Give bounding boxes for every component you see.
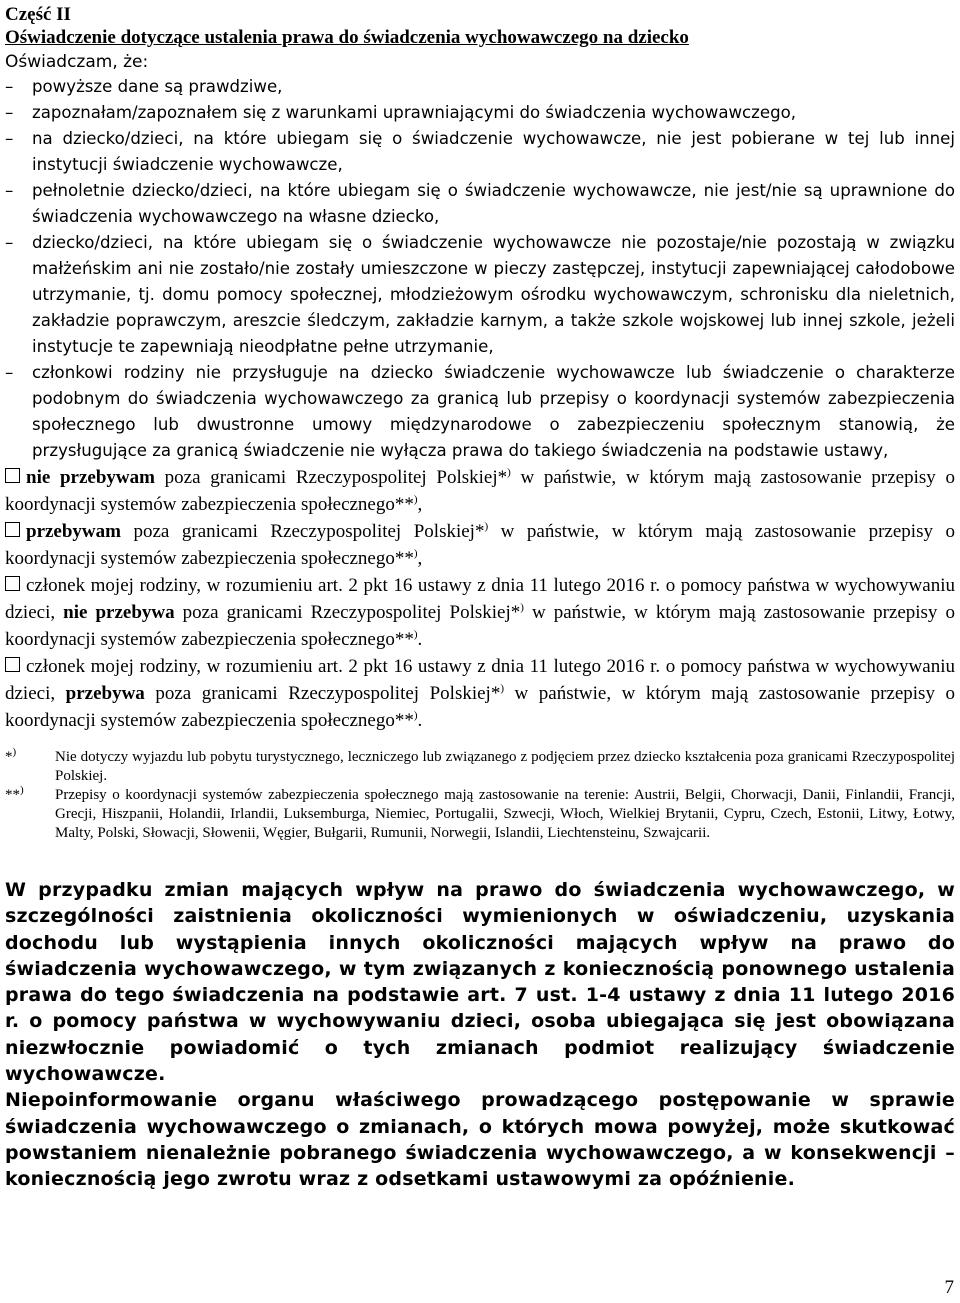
list-item-text: członkowi rodziny nie przysługuje na dziecko świadczenie wychowawcze lub świadczenie o charakterze podobnym do świadczenia wychowawczego za granicą lub przepisy o koordynacji systemów zabezpieczenia społecznego lub dwustronne umowy międzynarodowe o zabezpieczeniu społecznym stanowią, że przysługujące za granicą świadczenie nie wyłącza prawa do takiego świadczenia na podstawie ustawy,	[32, 363, 955, 460]
option-text: poza granicami Rzeczypospolitej Polskiej*	[174, 602, 521, 623]
option-text: .	[417, 629, 423, 650]
dash-bullet: –	[5, 363, 14, 382]
list-item-text: dziecko/dzieci, na które ubiegam się o świadczenie wychowawcze nie pozostaje/nie pozostają w związku małżeńskim ani nie zostało/nie zostały umieszczone w pieczy zastępczej, instytucji zapewniającej całodobowe utrzymanie, tj. domu pomocy społecznej, młodzieżowym ośrodku wychowawczym, schronisku dla nieletnich, zakładzie poprawczym, areszcie śledczym, zakładzie karnym, a także szkole wojskowej lub innej szkole, jeżeli instytucje te zapewniają nieodpłatne pełne utrzymanie,	[32, 233, 955, 356]
list-item	[5, 74, 955, 100]
list-item-text: na dziecko/dzieci, na które ubiegam się o świadczenie wychowawcze, nie jest pobierane w tej lub innej instytucji świadczenie wychowawcze,	[32, 129, 955, 174]
footnotes	[5, 748, 955, 843]
option-staying-abroad	[5, 518, 955, 572]
dash-bullet: –	[5, 77, 14, 96]
option-bold-text: przebywam	[26, 521, 121, 542]
footnote-ref: )	[520, 601, 524, 614]
footnote-ref: )	[413, 493, 418, 506]
option-text: .	[417, 710, 423, 731]
footnote-ref: )	[507, 466, 511, 479]
option-text: poza granicami Rzeczypospolitej Polskiej*	[120, 521, 485, 542]
footnote-ref: )	[413, 628, 418, 641]
section-title: Oświadczenie dotyczące ustalenia prawa do świadczenia wychowawczego na dziecko	[5, 27, 689, 48]
footnote-ref: )	[413, 709, 418, 722]
list-item	[5, 360, 955, 464]
footnote-ref: )	[413, 547, 418, 560]
footnote-mark-text: *	[5, 749, 13, 765]
list-item-text: powyższe dane są prawdziwe,	[32, 77, 283, 96]
footnote-mark	[5, 748, 55, 786]
list-item-text: pełnoletnie dziecko/dzieci, na które ubiegam się o świadczenie wychowawcze, nie jest/nie są uprawnione do świadczenia wychowawczego na własne dziecko,	[32, 181, 955, 226]
document-page	[5, 4, 955, 1193]
footnote-text: Przepisy o koordynacji systemów zabezpieczenia społecznego mają zastosowanie na terenie: Austrii, Belgii, Chorwacji, Danii, Finlandii, Francji, Grecji, Hiszpanii, Holandii, Irlandii, Luksemburga, Niemiec, Portugalii, Szwecji, Włoch, Wielkiej Brytanii, Cypru, Czech, Estonii, Litwy, Łotwy, Malty, Polski, Słowacji, Słowenii, Węgier, Bułgarii, Rumunii, Norwegii, Islandii, Liechtensteinu, Szwajcarii.	[55, 787, 955, 841]
option-family-member-not-abroad	[5, 572, 955, 653]
list-item-text: zapoznałam/zapoznałem się z warunkami uprawniającymi do świadczenia wychowawczego,	[32, 103, 797, 122]
option-text: w państwie, w którym mają zastosowanie przepisy o koordynacji systemów zabezpieczenia społecznego**	[5, 602, 955, 650]
option-not-staying-abroad	[5, 464, 955, 518]
option-text: poza granicami Rzeczypospolitej Polskiej*	[144, 683, 501, 704]
checkbox[interactable]	[5, 657, 20, 672]
dash-bullet: –	[5, 181, 14, 200]
part-heading: Część II	[5, 4, 71, 25]
footnote-mark-sup: )	[12, 746, 17, 758]
option-family-member-abroad	[5, 653, 955, 734]
footnote	[5, 786, 955, 843]
footnote-mark-sup: )	[20, 784, 24, 796]
option-text: w państwie, w którym mają zastosowanie przepisy o koordynacji systemów zabezpieczenia społecznego**	[5, 521, 955, 569]
option-text: członek mojej rodziny, w rozumieniu art. 2 pkt 16 ustawy z dnia 11 lutego 2016 r. o pomocy państwa w wychowywaniu dzieci,	[5, 656, 955, 704]
dash-bullet: –	[5, 103, 14, 122]
footnote	[5, 748, 955, 786]
option-bold-text: przebywa	[65, 683, 145, 704]
checkbox[interactable]	[5, 576, 20, 591]
option-text: ,	[417, 494, 423, 515]
footnote-ref: )	[484, 520, 489, 533]
option-text: poza granicami Rzeczypospolitej Polskiej*	[154, 467, 508, 488]
footnote-mark-text: **	[5, 787, 20, 803]
declaration-list	[5, 74, 955, 464]
option-text: w państwie, w którym mają zastosowanie przepisy o koordynacji systemów zabezpieczenia społecznego**	[5, 683, 955, 731]
notice-changes: W przypadku zmian mających wpływ na prawo do świadczenia wychowawczego, w szczególności zaistnienia okoliczności wymienionych w oświadczeniu, uzyskania dochodu lub wystąpienia innych okoliczności mających wpływ na prawo do świadczenia wychowawczego, w tym związanych z koniecznością ponownego ustalenia prawa do tego świadczenia na podstawie art. 7 ust. 1-4 ustawy z dnia 11 lutego 2016 r. o pomocy państwa w wychowywaniu dzieci, osoba ubiegająca się jest obowiązana niezwłocznie powiadomić o tych zmianach podmiot realizujący świadczenie wychowawcze.	[5, 879, 955, 1086]
footnote-text: Nie dotyczy wyjazdu lub pobytu turystycznego, leczniczego lub związanego z podjęciem przez dziecko kształcenia poza granicami Rzeczypospolitej Polskiej.	[55, 749, 955, 784]
checkbox[interactable]	[5, 468, 20, 483]
list-item	[5, 178, 955, 230]
footnote-mark	[5, 786, 55, 843]
option-bold-text: nie przebywa	[63, 602, 175, 623]
option-text: w państwie, w którym mają zastosowanie przepisy o koordynacji systemów zabezpieczenia społecznego**	[5, 467, 955, 515]
dash-bullet: –	[5, 233, 14, 252]
notice-consequences: Niepoinformowanie organu właściwego prowadzącego postępowanie w sprawie świadczenia wychowawczego o zmianach, o których mowa powyżej, może skutkować powstaniem nienależnie pobranego świadczenia wychowawczego, a w konsekwencji – koniecznością jego zwrotu wraz z odsetkami ustawowymi za opóźnienie.	[5, 1089, 955, 1191]
footnote-ref: )	[500, 682, 505, 695]
page-number: 7	[944, 1277, 954, 1298]
option-text: ,	[417, 548, 423, 569]
list-item	[5, 100, 955, 126]
checkbox[interactable]	[5, 522, 20, 537]
list-item	[5, 230, 955, 360]
intro-text: Oświadczam, że:	[5, 52, 149, 72]
option-bold-text: nie przebywam	[26, 467, 155, 488]
list-item	[5, 126, 955, 178]
dash-bullet: –	[5, 129, 14, 148]
option-text: członek mojej rodziny, w rozumieniu art. 2 pkt 16 ustawy z dnia 11 lutego 2016 r. o pomocy państwa w wychowywaniu dzieci,	[5, 575, 955, 623]
